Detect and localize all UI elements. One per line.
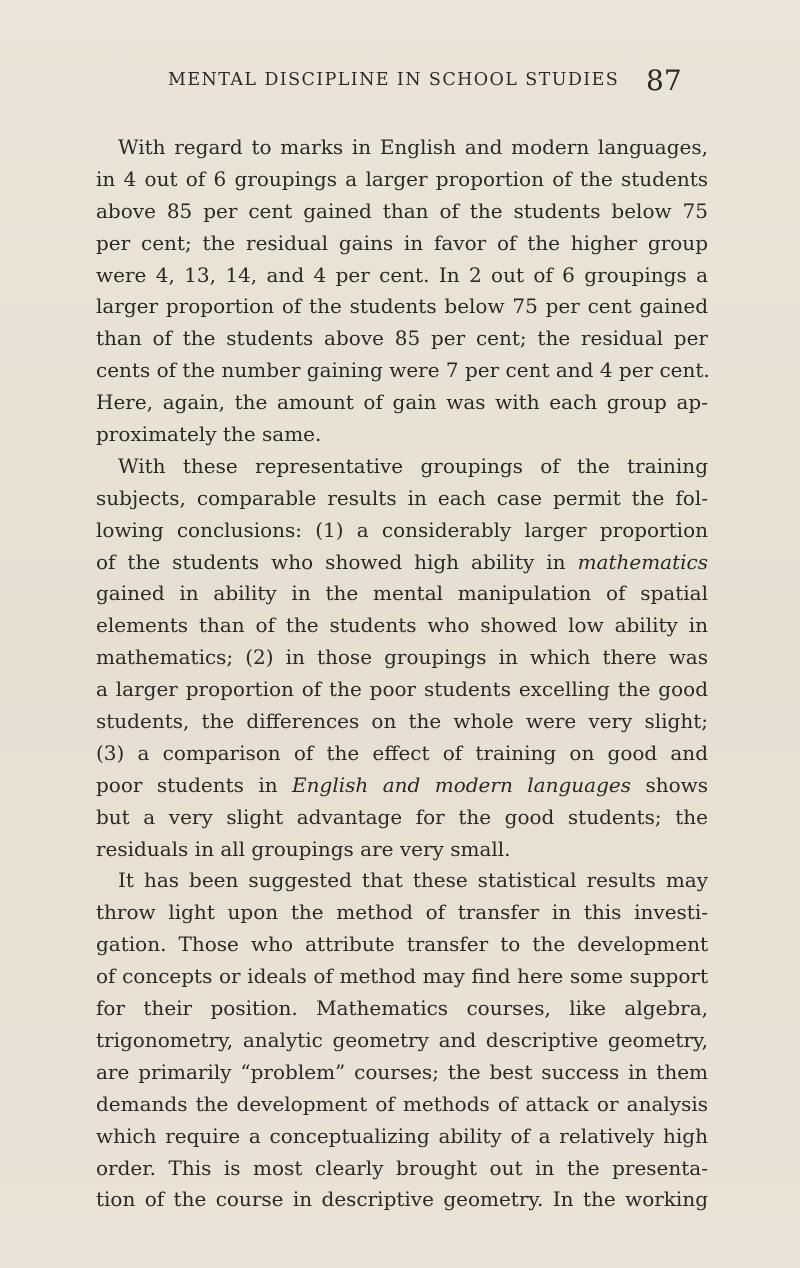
text-line: than of the students above 85 per cent; the residual per: [96, 326, 708, 351]
text-line: elements than of the students who showed low ability in: [96, 613, 708, 638]
text-line: for their position. Mathematics courses, like algebra,: [96, 996, 708, 1021]
text-run: of the students who showed high ability in: [96, 549, 578, 574]
text-line: proximately the same.: [96, 422, 322, 447]
text-line: but a very slight advantage for the good students; the: [96, 804, 708, 829]
text-line: (3) a comparison of the effect of training on good and: [96, 740, 708, 765]
text-line: in 4 out of 6 groupings a larger proportion of the students: [96, 166, 708, 191]
running-title: MENTAL DISCIPLINE IN SCHOOL STUDIES: [168, 70, 620, 90]
text-line: are primarily “problem” courses; the best success in them: [96, 1059, 708, 1084]
text-line: per cent; the residual gains in favor of the higher group: [96, 230, 708, 255]
paragraph-1: [96, 132, 708, 451]
paragraph-2: [96, 451, 708, 866]
running-head: [0, 64, 800, 108]
text-line: residuals in all groupings are very small.: [96, 836, 511, 861]
text-line: order. This is most clearly brought out in the presenta-: [96, 1155, 708, 1180]
text-line: larger proportion of the students below 75 per cent gained: [96, 294, 708, 319]
text-line: were 4, 13, 14, and 4 per cent. In 2 out of 6 groupings a: [96, 262, 708, 287]
text-run: poor students in: [96, 772, 293, 797]
text-line: subjects, comparable results in each case permit the fol-: [96, 485, 708, 510]
text-line: which require a conceptualizing ability of a relatively high: [96, 1123, 708, 1148]
text-line: tion of the course in descriptive geometry. In the working: [96, 1187, 708, 1212]
text-line: gation. Those who attribute transfer to the development: [96, 932, 708, 957]
text-line: gained in ability in the mental manipulation of spatial: [96, 581, 708, 606]
text-line: lowing conclusions: (1) a considerably larger proportion: [96, 517, 708, 542]
text-run: shows: [631, 772, 709, 797]
text-line: Here, again, the amount of gain was with each group ap-: [96, 390, 708, 415]
text-line: of concepts or ideals of method may find here some support: [96, 964, 708, 989]
text-line: With regard to marks in English and modern languages,: [118, 135, 708, 159]
text-line: demands the development of methods of attack or analysis: [96, 1091, 708, 1116]
text-line: students, the differences on the whole were very slight;: [96, 709, 708, 734]
italic-text: mathematics: [577, 549, 708, 574]
text-line: With these representative groupings of the training: [118, 453, 708, 478]
italic-text: English and modern languages: [292, 772, 631, 797]
text-line: trigonometry, analytic geometry and descriptive geometry,: [96, 1027, 708, 1052]
text-line-mixed: [96, 547, 708, 579]
text-line: mathematics; (2) in those groupings in which there was: [96, 645, 708, 670]
text-line: above 85 per cent gained than of the students below 75: [96, 198, 708, 223]
page-number: 87: [646, 64, 682, 97]
text-line: cents of the number gaining were 7 per cent and 4 per cent.: [96, 358, 710, 383]
paragraph-3: [96, 865, 708, 1216]
body-text: [96, 132, 708, 1216]
text-line: It has been suggested that these statistical results may: [118, 868, 708, 893]
text-line: throw light upon the method of transfer in this investi-: [96, 900, 708, 925]
text-line: a larger proportion of the poor students excelling the good: [96, 677, 708, 702]
text-line-mixed: [96, 770, 708, 802]
